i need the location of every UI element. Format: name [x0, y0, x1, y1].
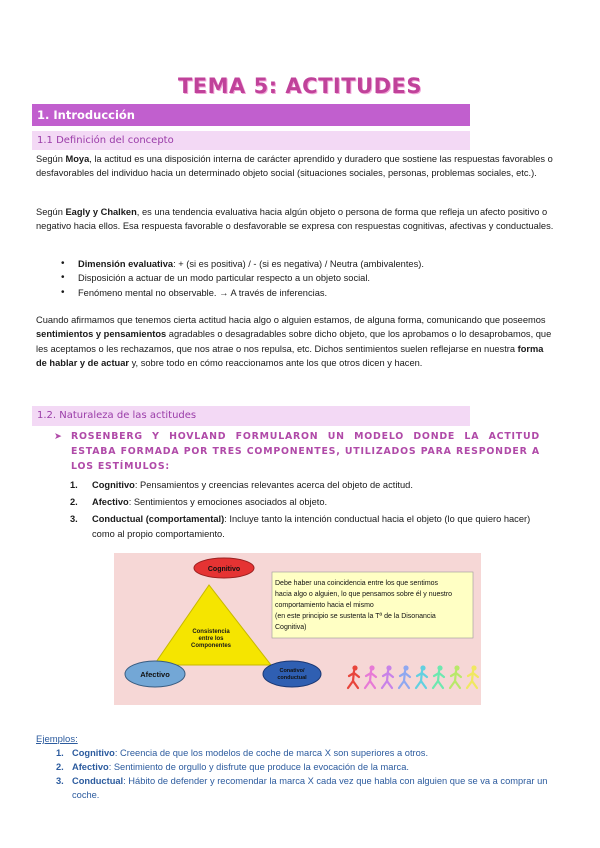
- consistencia-line-3: Componentes: [190, 643, 232, 649]
- conativo-label-1: Conativo/: [279, 668, 305, 674]
- note-line-3: comportamiento hacia el mismo: [275, 602, 374, 609]
- section-heading-introduccion: 1. Introducción: [32, 104, 470, 126]
- cuando-bold: forma de hablar y de actuar: [36, 343, 544, 369]
- conativo-label-2: conductual: [277, 675, 307, 681]
- list-item: [56, 774, 566, 802]
- paragraph-eagly: [36, 205, 556, 234]
- cuando-part: agradables o desagradables sobre dicho objeto, que los aprobamos o lo desaprobamos, que les aceptamos o les rechazamos, que nos atrae o nos repulsa, etc. Dichos sentimientos suelen reflejarse en nuestra: [36, 329, 552, 354]
- note-line-4: (en este principio se sustenta la Tª de la Disonancia: [275, 613, 436, 620]
- example-text: : Sentimiento de orgullo y disfrute que produce la evocación de la marca.: [108, 762, 409, 772]
- item-number: 2.: [70, 497, 78, 507]
- bullet-list: [58, 257, 538, 300]
- item-number: 2.: [56, 762, 64, 772]
- list-item: [58, 286, 538, 300]
- walking-figure-icon: [365, 665, 376, 688]
- item-number: 1.: [70, 480, 78, 490]
- item-number: 3.: [70, 514, 78, 524]
- tripartite-model-diagram: [114, 553, 481, 705]
- subsection-heading-naturaleza: 1.2. Naturaleza de las actitudes: [32, 406, 470, 426]
- list-item: [56, 746, 566, 760]
- paragraph-cuando: [36, 313, 556, 371]
- note-line-5: Cognitiva): [275, 624, 307, 631]
- walking-figures-row: [348, 665, 478, 688]
- walking-figure-icon: [467, 665, 478, 688]
- rosenberg-statement: [54, 429, 540, 474]
- ejemplos-label: Ejemplos:: [36, 734, 78, 745]
- component-name: Cognitivo: [92, 480, 135, 490]
- list-item: [58, 271, 538, 285]
- bullet-text: Fenómeno mental no observable. → A través de inferencias.: [78, 287, 328, 298]
- consistencia-line-1: Consistencia: [192, 629, 230, 635]
- list-item: [70, 495, 550, 510]
- moya-pre: Según: [36, 154, 66, 164]
- moya-name: Moya: [65, 154, 90, 164]
- page-title: TEMA 5: ACTITUDES: [177, 74, 423, 98]
- walking-figure-icon: [382, 665, 393, 688]
- consistency-triangle: [154, 585, 271, 665]
- example-name: Afectivo: [72, 762, 109, 772]
- eagly-text: , es una tendencia evaluativa hacia algún objeto o persona de forma que refleja un afecto positivo o negativo hacia ellos. Esa respuesta favorable o desfavorable se expresa con respuestas cognitivas, afectivas y conductuales.: [36, 207, 554, 232]
- bullet-text: Disposición a actuar de un modo particular respecto a un objeto social.: [78, 273, 370, 284]
- cuando-part: y, sobre todo en cómo reaccionamos ante los que otros dicen y hacen.: [129, 358, 423, 369]
- component-text: : Incluye tanto la intención conductual hacia el objeto (lo que quiero hacer) como al propio comportamiento.: [92, 514, 531, 539]
- item-number: 3.: [56, 776, 64, 786]
- example-text: : Hábito de defender y recomendar la marca X cada vez que habla con alguien que se va a comprar un coche.: [72, 776, 548, 800]
- cognitivo-label: Cognitivo: [207, 566, 241, 573]
- example-text: : Creencia de que los modelos de coche de marca X son superiores a otros.: [114, 748, 429, 758]
- diagram-svg: [114, 553, 481, 705]
- afectivo-label: Afectivo: [140, 670, 170, 679]
- example-name: Conductual: [72, 776, 124, 786]
- list-item: [56, 760, 566, 774]
- bullet-text: : + (si es positiva) / - (si es negativa) / Neutra (ambivalentes).: [173, 259, 424, 269]
- list-item: [58, 257, 538, 271]
- cuando-part: Cuando afirmamos que tenemos cierta actitud hacia algo o alguien estamos, de alguna forma, comunicando que poseemos: [36, 315, 546, 325]
- walking-figure-icon: [450, 665, 461, 688]
- component-name: Afectivo: [92, 497, 129, 507]
- component-text: : Pensamientos y creencias relevantes acerca del objeto de actitud.: [134, 480, 413, 490]
- bullet-bold: Dimensión evaluativa: [78, 259, 174, 269]
- walking-figure-icon: [348, 665, 359, 688]
- arrow-bullet-icon: ➤: [54, 431, 63, 442]
- subsection-heading-definicion: 1.1 Definición del concepto: [32, 131, 470, 150]
- components-list: [70, 478, 550, 544]
- walking-figure-icon: [433, 665, 444, 688]
- list-item: [70, 512, 550, 542]
- walking-figure-icon: [416, 665, 427, 688]
- examples-list: [56, 746, 566, 802]
- component-name: Conductual (comportamental): [92, 514, 225, 524]
- eagly-pre: Según: [36, 207, 66, 217]
- note-line-2: hacia algo o alguien, lo que pensamos sobre él y nuestro: [275, 591, 453, 598]
- example-name: Cognitivo: [72, 748, 115, 758]
- list-item: [70, 478, 550, 493]
- eagly-name: Eagly y Chalken: [65, 207, 137, 217]
- paragraph-moya: [36, 152, 556, 181]
- consistencia-line-2: entre los: [198, 636, 224, 642]
- cuando-bold: sentimientos y pensamientos: [36, 329, 167, 340]
- conativo-oval: [263, 661, 321, 687]
- component-text: : Sentimientos y emociones asociados al objeto.: [128, 497, 328, 507]
- walking-figure-icon: [399, 665, 410, 688]
- note-line-1: Debe haber una coincidencia entre los que sentimos: [275, 580, 439, 587]
- rosenberg-text: ROSENBERG Y HOVLAND FORMULARON UN MODELO DONDE LA ACTITUD ESTABA FORMADA POR TRES COMPONENTES, UTILIZADOS PARA RESPONDER A LOS ESTÍMULOS:: [71, 431, 540, 472]
- moya-text: , la actitud es una disposición interna de carácter aprendido y duradero que sostiene las respuestas favorables o desfavorables del individuo hacia un determinado objeto social (situaciones sociales, personas, problemas sociales, etc.).: [36, 154, 553, 179]
- item-number: 1.: [56, 748, 64, 758]
